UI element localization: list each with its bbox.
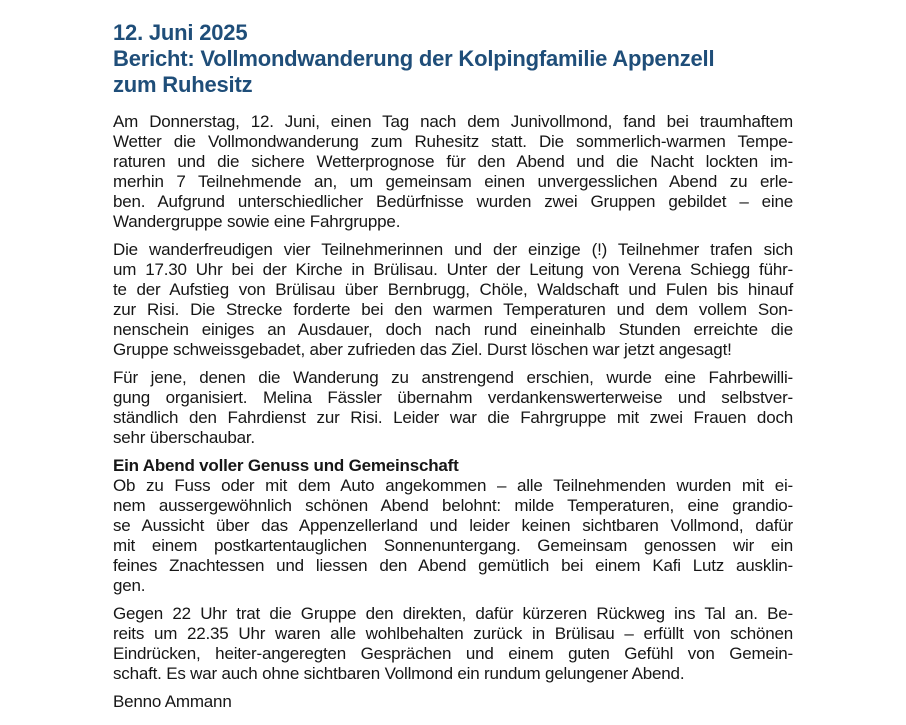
document-body: [113, 112, 793, 712]
paragraph-line: Für jene, denen die Wanderung zu anstrengend erschien, wurde eine Fahrbewilli-: [113, 368, 793, 387]
paragraph: [113, 368, 793, 448]
paragraph-line: nenschein einiges an Ausdauer, doch nach rund eineinhalb Stunden erreichte die: [113, 320, 793, 339]
author-signature: Benno Ammann: [113, 692, 232, 711]
paragraph-line: zur Risi. Die Strecke forderte bei den warmen Temperaturen und dem vollem Son-: [113, 300, 793, 319]
paragraph-line: um 17.30 Uhr bei der Kirche in Brülisau. Unter der Leitung von Verena Schiegg führ-: [113, 260, 793, 279]
paragraph-line: te der Aufstieg von Brülisau über Bernbrugg, Chöle, Waldschaft und Fulen bis hinauf: [113, 280, 793, 299]
paragraph-line: ständlich den Fahrdienst zur Risi. Leider war die Fahrgruppe mit zwei Frauen doch: [113, 408, 793, 427]
paragraph-line: gen.: [113, 576, 146, 595]
paragraph-line: Wetter die Vollmondwanderung zum Ruhesitz statt. Die sommerlich-warmen Tempe-: [113, 132, 793, 151]
paragraph-line: ben. Aufgrund unterschiedlicher Bedürfnisse wurden zwei Gruppen gebildet – eine: [113, 192, 793, 211]
paragraph-line: Wandergruppe sowie eine Fahrgruppe.: [113, 212, 401, 231]
paragraph-line: Gruppe schweissgebadet, aber zufrieden das Ziel. Durst löschen war jetzt angesagt!: [113, 340, 732, 359]
paragraph-line: gung organisiert. Melina Fässler übernahm verdankenswerterweise und selbstver-: [113, 388, 793, 407]
paragraph-line: reits um 22.35 Uhr waren alle wohlbehalten zurück in Brülisau – erfüllt von schönen: [113, 624, 793, 643]
paragraph-line: Gegen 22 Uhr trat die Gruppe den direkten, dafür kürzeren Rückweg ins Tal an. Be-: [113, 604, 793, 623]
document-title-line-2: zum Ruhesitz: [113, 72, 253, 97]
paragraph-line: merhin 7 Teilnehmende an, um gemeinsam einen unvergesslichen Abend zu erle-: [113, 172, 793, 191]
paragraph-line: Am Donnerstag, 12. Juni, einen Tag nach dem Junivollmond, fand bei traumhaftem: [113, 112, 793, 131]
paragraph-line: feines Znachtessen und liessen den Abend gemütlich bei einem Kafi Lutz ausklin-: [113, 556, 793, 575]
paragraph-line: se Aussicht über das Appenzellerland und leider keinen sichtbaren Vollmond, dafür: [113, 516, 793, 535]
paragraph-line: nem aussergewöhnlich schönen Abend belohnt: milde Temperaturen, eine grandio-: [113, 496, 793, 515]
paragraph: [113, 476, 793, 596]
paragraph: [113, 240, 793, 360]
paragraph-line: raturen und die sichere Wetterprognose für den Abend und die Nacht lockten im-: [113, 152, 793, 171]
paragraph-line: Eindrücken, heiter-angeregten Gesprächen und einem guten Gefühl von Gemein-: [113, 644, 793, 663]
paragraph-line: schaft. Es war auch ohne sichtbaren Vollmond ein rundum gelungener Abend.: [113, 664, 685, 683]
paragraph: [113, 112, 793, 232]
section-heading: Ein Abend voller Genuss und Gemeinschaft: [113, 456, 459, 475]
paragraph-line: Ob zu Fuss oder mit dem Auto angekommen – alle Teilnehmenden wurden mit ei-: [113, 476, 793, 495]
document-title-line-1: Bericht: Vollmondwanderung der Kolpingfamilie Appenzell: [113, 46, 715, 71]
paragraph-line: sehr überschaubar.: [113, 428, 255, 447]
paragraph-line: mit einem postkartentauglichen Sonnenuntergang. Gemeinsam genossen wir ein: [113, 536, 793, 555]
document-header: [113, 20, 793, 98]
document-date: 12. Juni 2025: [113, 20, 248, 45]
document-title: [113, 46, 793, 98]
paragraph-line: Die wanderfreudigen vier Teilnehmerinnen und der einzige (!) Teilnehmer trafen sich: [113, 240, 793, 259]
paragraph: [113, 604, 793, 684]
